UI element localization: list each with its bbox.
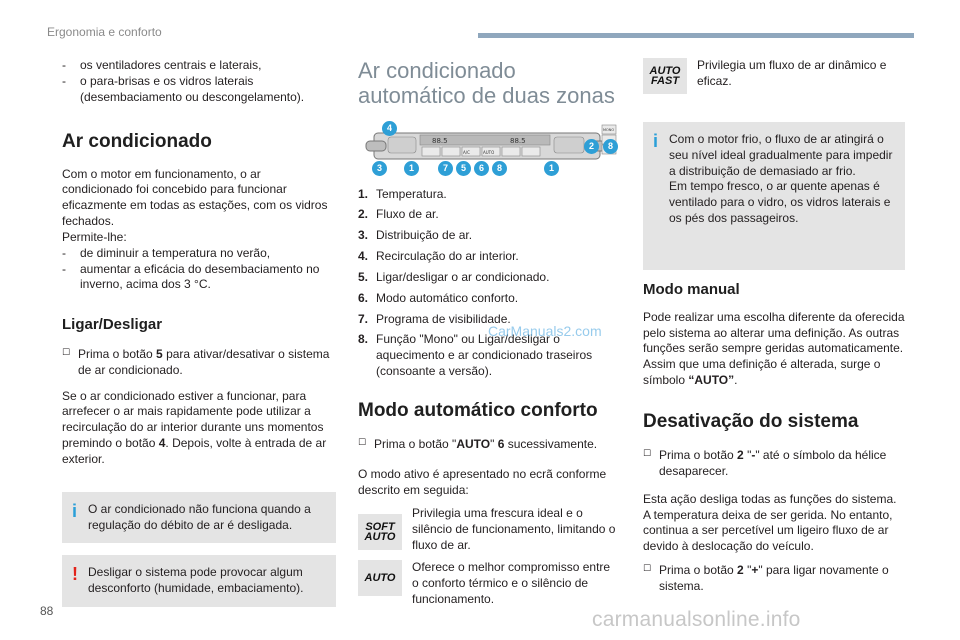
ac-paragraph: Com o motor em funcionamento, o ar condicionado foi concebido para funcionar eficazmente em todas as estações, com os vidros fechados.: [62, 166, 328, 229]
header-accent-bar: [478, 33, 914, 38]
checkbox-bullet-icon: ☐: [643, 563, 652, 574]
info-icon: i: [653, 131, 659, 151]
deactivation-paragraph: Esta ação desliga todas as funções do sistema. A temperatura deixa de ser gerida. No entanto, continua a ser percetível um ligeiro fluxo de ar devido à deslocação do veículo.: [643, 491, 897, 554]
legend-item: 3. Distribuição de ar.: [358, 228, 473, 243]
deactivation-heading: Desativação do sistema: [643, 410, 859, 432]
checkbox-bullet-icon: ☐: [643, 449, 652, 460]
dual-zone-title: Ar condicionado automático de duas zonas: [358, 58, 615, 109]
ac-list-item: - de diminuir a temperatura no verão,: [62, 245, 271, 260]
overlay-watermark: CarManuals2.com: [488, 323, 602, 339]
comfort-step: ☐ Prima o botão "AUTO" 6 sucessivamente.: [358, 436, 598, 451]
ac-heading: Ar condicionado: [62, 131, 212, 153]
intro-item: - os ventiladores centrais e laterais,: [62, 58, 262, 72]
onoff-step: ☐ Prima o botão 5 para ativar/desativar o sistema de ar condicionado.: [62, 346, 330, 377]
warning-note-box: ! Desligar o sistema pode provocar algum desconforto (humidade, embaciamento).: [62, 555, 336, 607]
column-right: [643, 58, 905, 595]
panel-temp-right: 88.5: [510, 136, 526, 145]
footer-watermark: carmanualsonline.info: [592, 608, 801, 631]
mode-fast-row: AUTO FAST Privilegia um fluxo de ar dinâmico e eficaz.: [643, 58, 905, 94]
comfort-paragraph: O modo ativo é apresentado no ecrã conforme descrito em seguida:: [358, 466, 607, 497]
info-note-box-cold-engine: i Com o motor frio, o fluxo de ar atingirá o seu nível ideal gradualmente para impedir a distribuição de demasiado ar frio. Em tempo fresco, o ar quente apenas é ventilado para o vidro, os vidros laterais e os pés dos passageiros.: [643, 122, 905, 270]
page-number: 88: [40, 604, 54, 618]
warning-icon: !: [72, 564, 78, 585]
callout-1-right: 1: [544, 161, 559, 176]
ac-permits: Permite-lhe:: [62, 229, 127, 244]
onoff-paragraph: Se o ar condicionado estiver a funcionar, para arrefecer o ar mais rapidamente pode utilizar a recirculação do ar interior durante uns momentos premindo o botão 4. Depois, volte à entrada de ar exterior.: [62, 388, 327, 466]
intro-item: - o para-brisas e os vidros laterais (desembaciamento ou descongelamento).: [62, 73, 305, 104]
checkbox-bullet-icon: ☐: [62, 347, 71, 358]
legend-item: 2. Fluxo de ar.: [358, 207, 439, 222]
ac-list-item: - aumentar a eficácia do desembaciamento no inverno, acima dos 3 °C.: [62, 261, 320, 292]
checkbox-bullet-icon: ☐: [358, 437, 367, 448]
soft-auto-icon: SOFT AUTO: [358, 514, 402, 550]
section-header-title: Ergonomia e conforto: [47, 25, 162, 39]
legend-item: 1. Temperatura.: [358, 186, 447, 201]
legend-list: [358, 187, 620, 380]
callout-1-left: 1: [404, 161, 419, 176]
panel-ac-button: A/C: [463, 149, 470, 155]
control-panel-illustration: [362, 119, 618, 179]
info-icon: i: [72, 500, 78, 521]
legend-item: 5. Ligar/desligar o ar condicionado.: [358, 269, 550, 284]
comfort-heading: Modo automático conforto: [358, 399, 598, 421]
deactivation-step-2: ☐ Prima o botão 2 "+" para ligar novamente o sistema.: [643, 562, 889, 593]
panel-mono-button: MONO: [603, 127, 615, 132]
panel-auto-button: AUTO: [483, 149, 495, 155]
manual-paragraph-2: Assim que uma definição é alterada, surge o símbolo “AUTO”.: [643, 357, 881, 388]
manual-heading: Modo manual: [643, 281, 740, 298]
mode-auto-row: AUTO Oferece o melhor compromisso entre o conforto térmico e o silêncio de funcionamento.: [358, 560, 620, 607]
callout-3: 3: [372, 161, 387, 176]
deactivation-step-1: ☐ Prima o botão 2 "-" até o símbolo da hélice desaparecer.: [643, 448, 887, 478]
mode-soft-row: SOFT AUTO Privilegia uma frescura ideal e o silêncio de funcionamento, limitando o fluxo de ar.: [358, 506, 620, 553]
callout-5: 5: [456, 161, 471, 176]
callout-8-mid: 8: [492, 161, 507, 176]
auto-fast-icon: AUTO FAST: [643, 58, 687, 94]
control-panel-diagram: [362, 119, 618, 179]
callout-8-right: 8: [603, 139, 618, 154]
legend-item: 8. Função "Mono" ou Ligar/desligar o aquecimento e ar condicionado traseiros (consoante a versão).: [358, 332, 593, 379]
auto-icon: AUTO: [358, 560, 402, 596]
callout-4: 4: [382, 121, 397, 136]
legend-item: 7. Programa de visibilidade.: [358, 311, 511, 326]
info-note-box: i O ar condicionado não funciona quando a regulação do débito de ar é desligada.: [62, 492, 336, 544]
manual-paragraph: Pode realizar uma escolha diferente da oferecida pelo sistema ao alterar uma definição. As outras funções serão sempre geridas automaticamente.: [643, 309, 905, 356]
legend-item: 6. Modo automático conforto.: [358, 290, 519, 305]
onoff-heading: Ligar/Desligar: [62, 316, 163, 334]
legend-item: 4. Recirculação do ar interior.: [358, 249, 519, 264]
callout-6: 6: [474, 161, 489, 176]
column-left: [62, 58, 334, 607]
callout-2: 2: [584, 139, 599, 154]
callout-7: 7: [438, 161, 453, 176]
panel-temp-left: 88.5: [432, 136, 448, 145]
